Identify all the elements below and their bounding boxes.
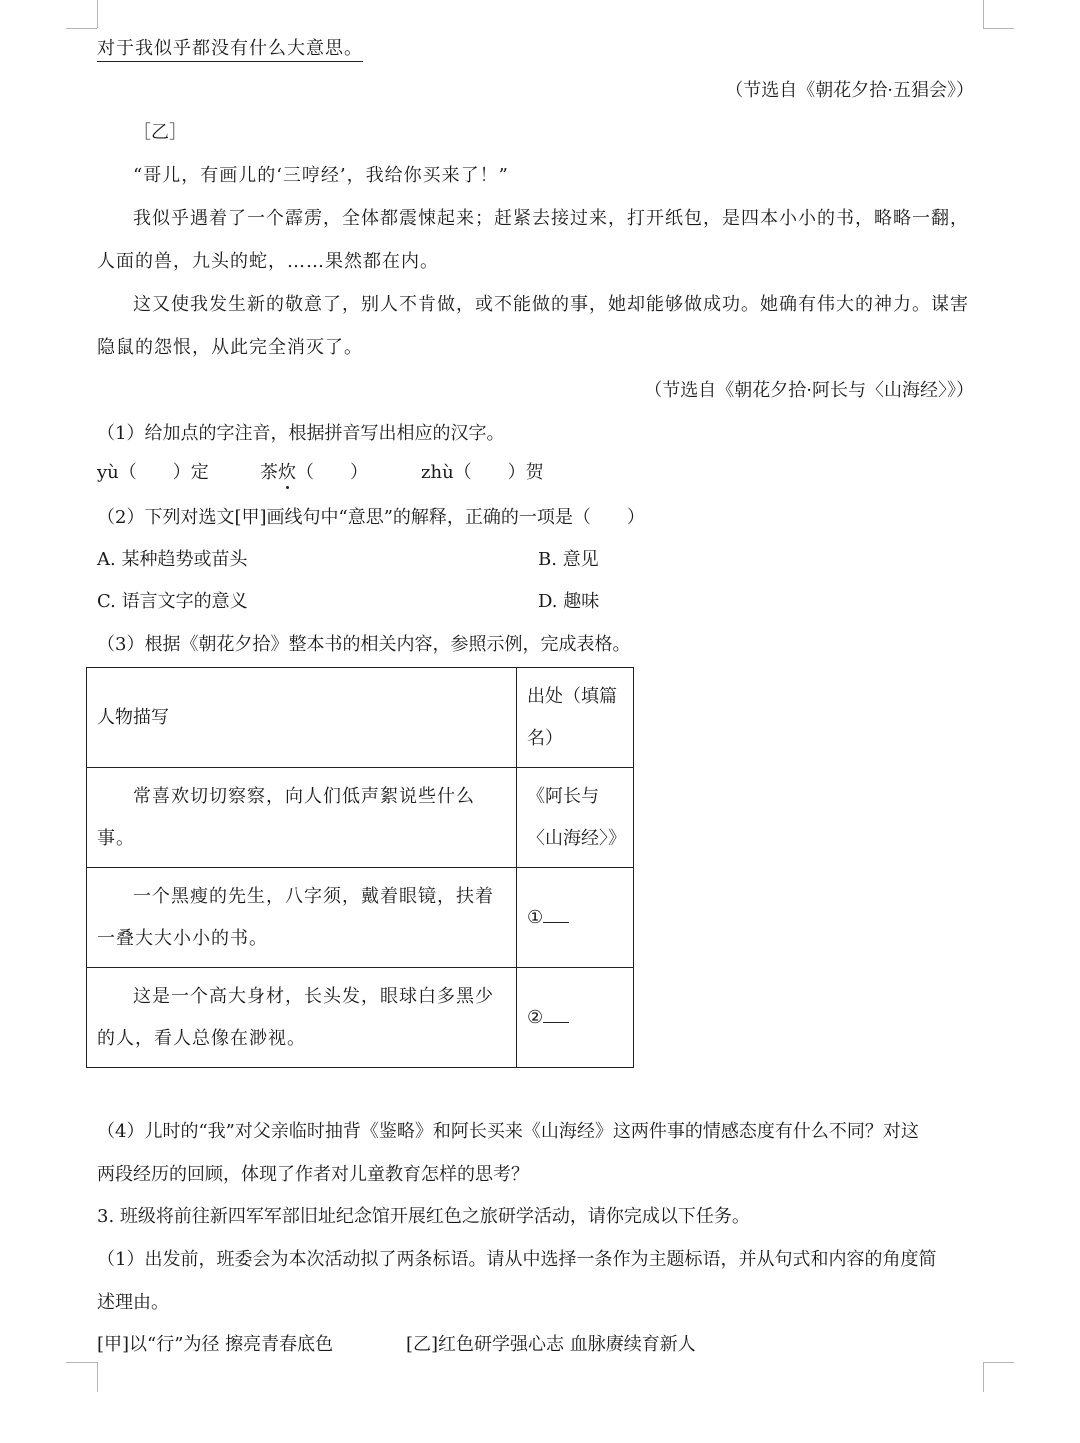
table-row	[87, 968, 634, 1068]
passage-b-paragraph-1: “哥儿，有画儿的‘三哼经’，我给你买来了！”	[133, 165, 509, 186]
passage-a-underlined-sentence: 对于我似乎都没有什么大意思。	[97, 36, 363, 62]
q1-item1-char: 定	[190, 462, 209, 483]
passage-b-paragraph-2-line-1: 我似乎遇着了一个霹雳，全体都震悚起来；赶紧去接过来，打开纸包，是四本小小的书，略略一翻，	[133, 208, 969, 229]
q1-item2-dotted-char: 炊	[278, 462, 296, 483]
passage-b-paragraph-3-line-1: 这又使我发生新的敬意了，别人不肯做，或不能做的事，她却能够做成功。她确有伟大的神力。谋害	[133, 294, 969, 315]
crop-mark-bottom-left-v	[97, 1362, 98, 1392]
row-source-answer[interactable]: ①	[517, 868, 634, 968]
passage-b-label: ［乙］	[133, 122, 187, 143]
q4-line-2: 两段经历的回顾，体现了作者对儿童教育怎样的思考？	[97, 1164, 529, 1185]
section3-title: 3. 班级将前往新四军军部旧址纪念馆开展红色之旅研学活动，请你完成以下任务。	[97, 1206, 750, 1227]
row-source-answer[interactable]: ②	[517, 968, 634, 1068]
row-source: 《阿长与 〈山海经〉》	[517, 768, 634, 868]
option-letter: D.	[538, 591, 558, 612]
q1-item-1	[97, 460, 209, 486]
q2-option-b[interactable]	[538, 547, 599, 573]
slogan-a: [甲]以“行”为径 擦亮青春底色	[97, 1334, 334, 1355]
q1-item1-pinyin: yù	[97, 462, 119, 483]
q2-option-a[interactable]	[97, 547, 247, 573]
crop-mark-top-right-v	[983, 0, 984, 28]
crop-mark-bottom-right-h	[983, 1362, 1014, 1363]
q2-option-d[interactable]	[538, 589, 599, 615]
q3-prompt: （3）根据《朝花夕拾》整本书的相关内容，参照示例，完成表格。	[97, 634, 631, 655]
character-table	[86, 667, 634, 1068]
section3-q1-line-1: （1）出发前，班委会为本次活动拟了两条标语。请从中选择一条作为主题标语，并从句式和内容的角度简	[97, 1249, 937, 1270]
crop-mark-top-left-h	[66, 28, 97, 29]
row-description: 一个黑瘦的先生，八字须，戴着眼镜，扶着 一叠大大小小的书。	[87, 868, 517, 968]
q1-item1-answer-blank[interactable]: （ ）	[118, 462, 191, 483]
source-b-citation: （节选自《朝花夕拾·阿长与〈山海经〉》）	[644, 380, 974, 401]
crop-mark-top-left-v	[97, 0, 98, 28]
table-header-row	[87, 668, 634, 768]
answer-blank[interactable]	[543, 904, 569, 923]
passage-b-paragraph-2-line-2: 人面的兽，九头的蛇，……果然都在内。	[97, 251, 439, 272]
row-description: 这是一个高大身材，长头发，眼球白多黑少 的人，看人总像在渺视。	[87, 968, 517, 1068]
table-row	[87, 868, 634, 968]
crop-mark-top-right-h	[983, 28, 1014, 29]
crop-mark-bottom-right-v	[983, 1362, 984, 1392]
q1-item3-answer-blank[interactable]: （ ）	[453, 462, 526, 483]
answer-blank[interactable]	[543, 1004, 569, 1023]
table-row	[87, 768, 634, 868]
q1-prompt: （1）给加点的字注音，根据拼音写出相应的汉字。	[97, 423, 505, 444]
q1-item3-pinyin: zhù	[421, 462, 454, 483]
q1-item2-answer-blank[interactable]: （ ）	[296, 462, 368, 483]
option-letter: C.	[97, 591, 116, 612]
option-text: 语言文字的意义	[121, 591, 248, 612]
q2-prompt: （2）下列对选文[甲]画线句中“意思”的解释，正确的一项是（ ）	[97, 507, 645, 528]
section3-q1-line-2: 述理由。	[97, 1292, 169, 1313]
slogan-b: [乙]红色研学强心志 血脉赓续育新人	[406, 1334, 696, 1355]
header-source: 出处（填篇 名）	[517, 668, 634, 768]
option-text: 意见	[562, 549, 599, 570]
crop-mark-bottom-left-h	[66, 1362, 97, 1363]
source-a-citation: （节选自《朝花夕拾·五猖会》）	[725, 80, 974, 101]
q1-item2-prefix: 茶	[260, 462, 278, 483]
passage-b-paragraph-3-line-2: 隐鼠的怨恨，从此完全消灭了。	[97, 337, 363, 358]
q1-item-3	[421, 460, 544, 486]
q4-line-1: （4）儿时的“我”对父亲临时抽背《鉴略》和阿长买来《山海经》这两件事的情感态度有什么不同？对这	[97, 1121, 919, 1142]
q1-item3-char: 贺	[525, 462, 544, 483]
header-description: 人物描写	[87, 668, 517, 768]
q1-item-2	[260, 460, 368, 486]
option-text: 某种趋势或苗头	[121, 549, 248, 570]
row-description: 常喜欢切切察察，向人们低声絮说些什么事。	[87, 768, 517, 868]
option-letter: A.	[97, 549, 116, 570]
option-letter: B.	[538, 549, 557, 570]
q2-option-c[interactable]	[97, 589, 248, 615]
option-text: 趣味	[563, 591, 600, 612]
